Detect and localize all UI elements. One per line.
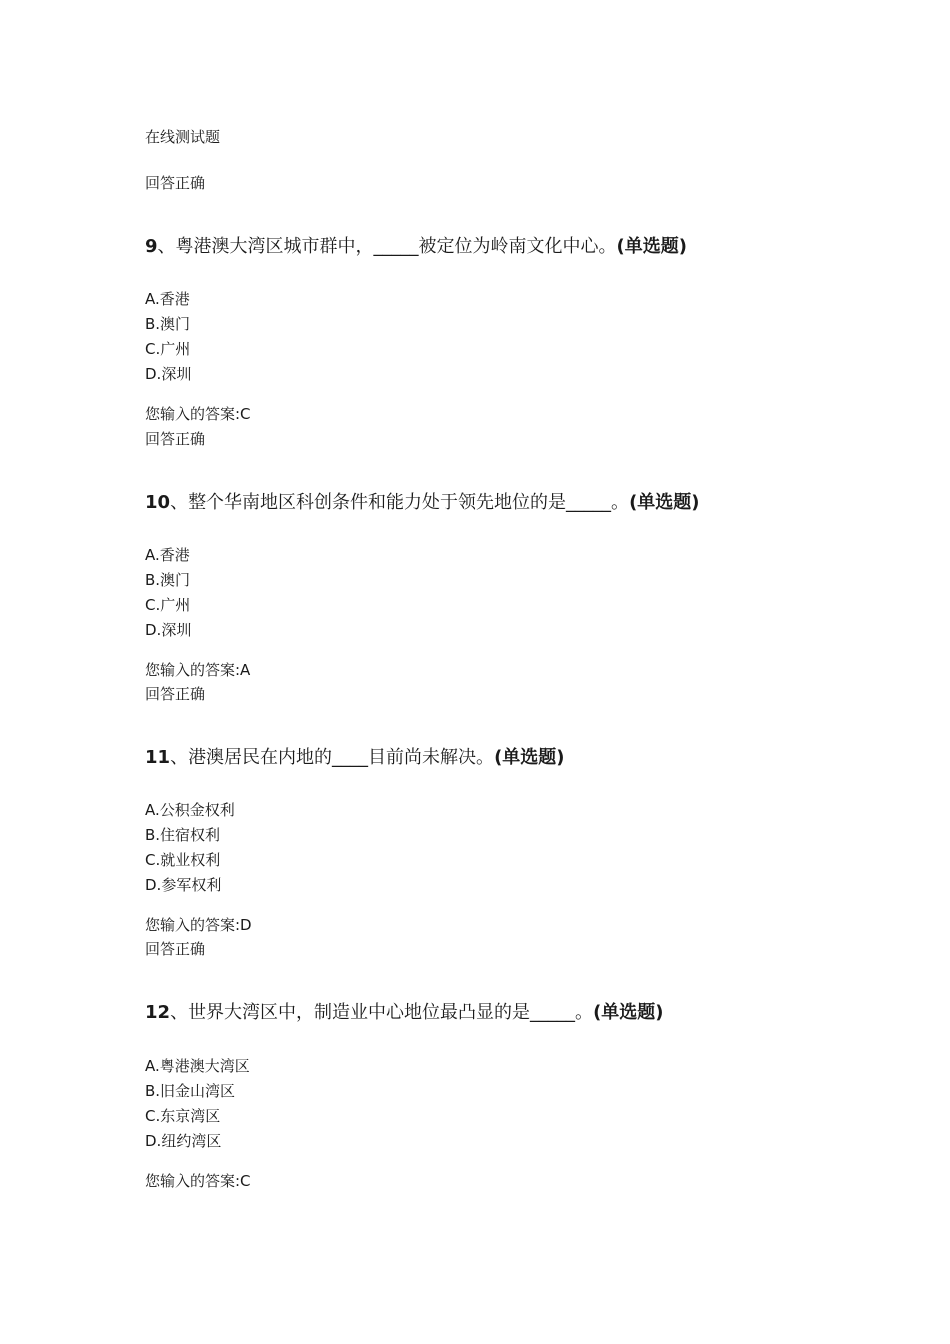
option-a: A.公积金权利 <box>145 801 235 819</box>
question-separator: 、 <box>170 492 189 513</box>
your-answer: 您输入的答案:C <box>145 1172 251 1190</box>
option-d: D.参军权利 <box>145 876 222 894</box>
option-b: B.住宿权利 <box>145 826 221 844</box>
question-number: 9 <box>145 236 158 257</box>
option-b: B.澳门 <box>145 571 191 589</box>
question-number: 10 <box>145 492 171 513</box>
option-d: D.纽约湾区 <box>145 1132 222 1150</box>
option-c: C.广州 <box>145 340 191 358</box>
answer-result: 回答正确 <box>145 685 206 703</box>
option-a: A.香港 <box>145 290 190 308</box>
your-answer: 您输入的答案:D <box>145 916 252 934</box>
option-c: C.广州 <box>145 596 191 614</box>
option-b: B.澳门 <box>145 315 191 333</box>
option-a: A.香港 <box>145 546 190 564</box>
question-type: (单选题) <box>629 492 700 513</box>
option-d: D.深圳 <box>145 621 192 639</box>
question-separator: 、 <box>170 1002 189 1023</box>
page-title: 在线测试题 <box>145 128 221 146</box>
question-title <box>145 746 565 770</box>
question-type: (单选题) <box>593 1002 664 1023</box>
question-text: 粤港澳大湾区城市群中，_____被定位为岭南文化中心。 <box>175 236 617 257</box>
question-title <box>145 491 700 515</box>
question-text: 港澳居民在内地的____目前尚未解决。 <box>188 747 495 768</box>
your-answer: 您输入的答案:A <box>145 661 251 679</box>
previous-result: 回答正确 <box>145 174 206 192</box>
question-text: 整个华南地区科创条件和能力处于领先地位的是_____。 <box>188 492 630 513</box>
option-c: C.就业权利 <box>145 851 221 869</box>
answer-result: 回答正确 <box>145 940 206 958</box>
question-number: 11 <box>145 747 171 768</box>
your-answer: 您输入的答案:C <box>145 405 251 423</box>
question-type: (单选题) <box>616 236 687 257</box>
option-a: A.粤港澳大湾区 <box>145 1057 250 1075</box>
answer-result: 回答正确 <box>145 430 206 448</box>
question-title <box>145 1001 664 1025</box>
question-number: 12 <box>145 1002 171 1023</box>
question-separator: 、 <box>170 747 189 768</box>
option-c: C.东京湾区 <box>145 1107 221 1125</box>
option-b: B.旧金山湾区 <box>145 1082 236 1100</box>
question-separator: 、 <box>157 236 176 257</box>
option-d: D.深圳 <box>145 365 192 383</box>
question-type: (单选题) <box>494 747 565 768</box>
question-text: 世界大湾区中，制造业中心地位最凸显的是_____。 <box>188 1002 594 1023</box>
question-title <box>145 235 687 259</box>
